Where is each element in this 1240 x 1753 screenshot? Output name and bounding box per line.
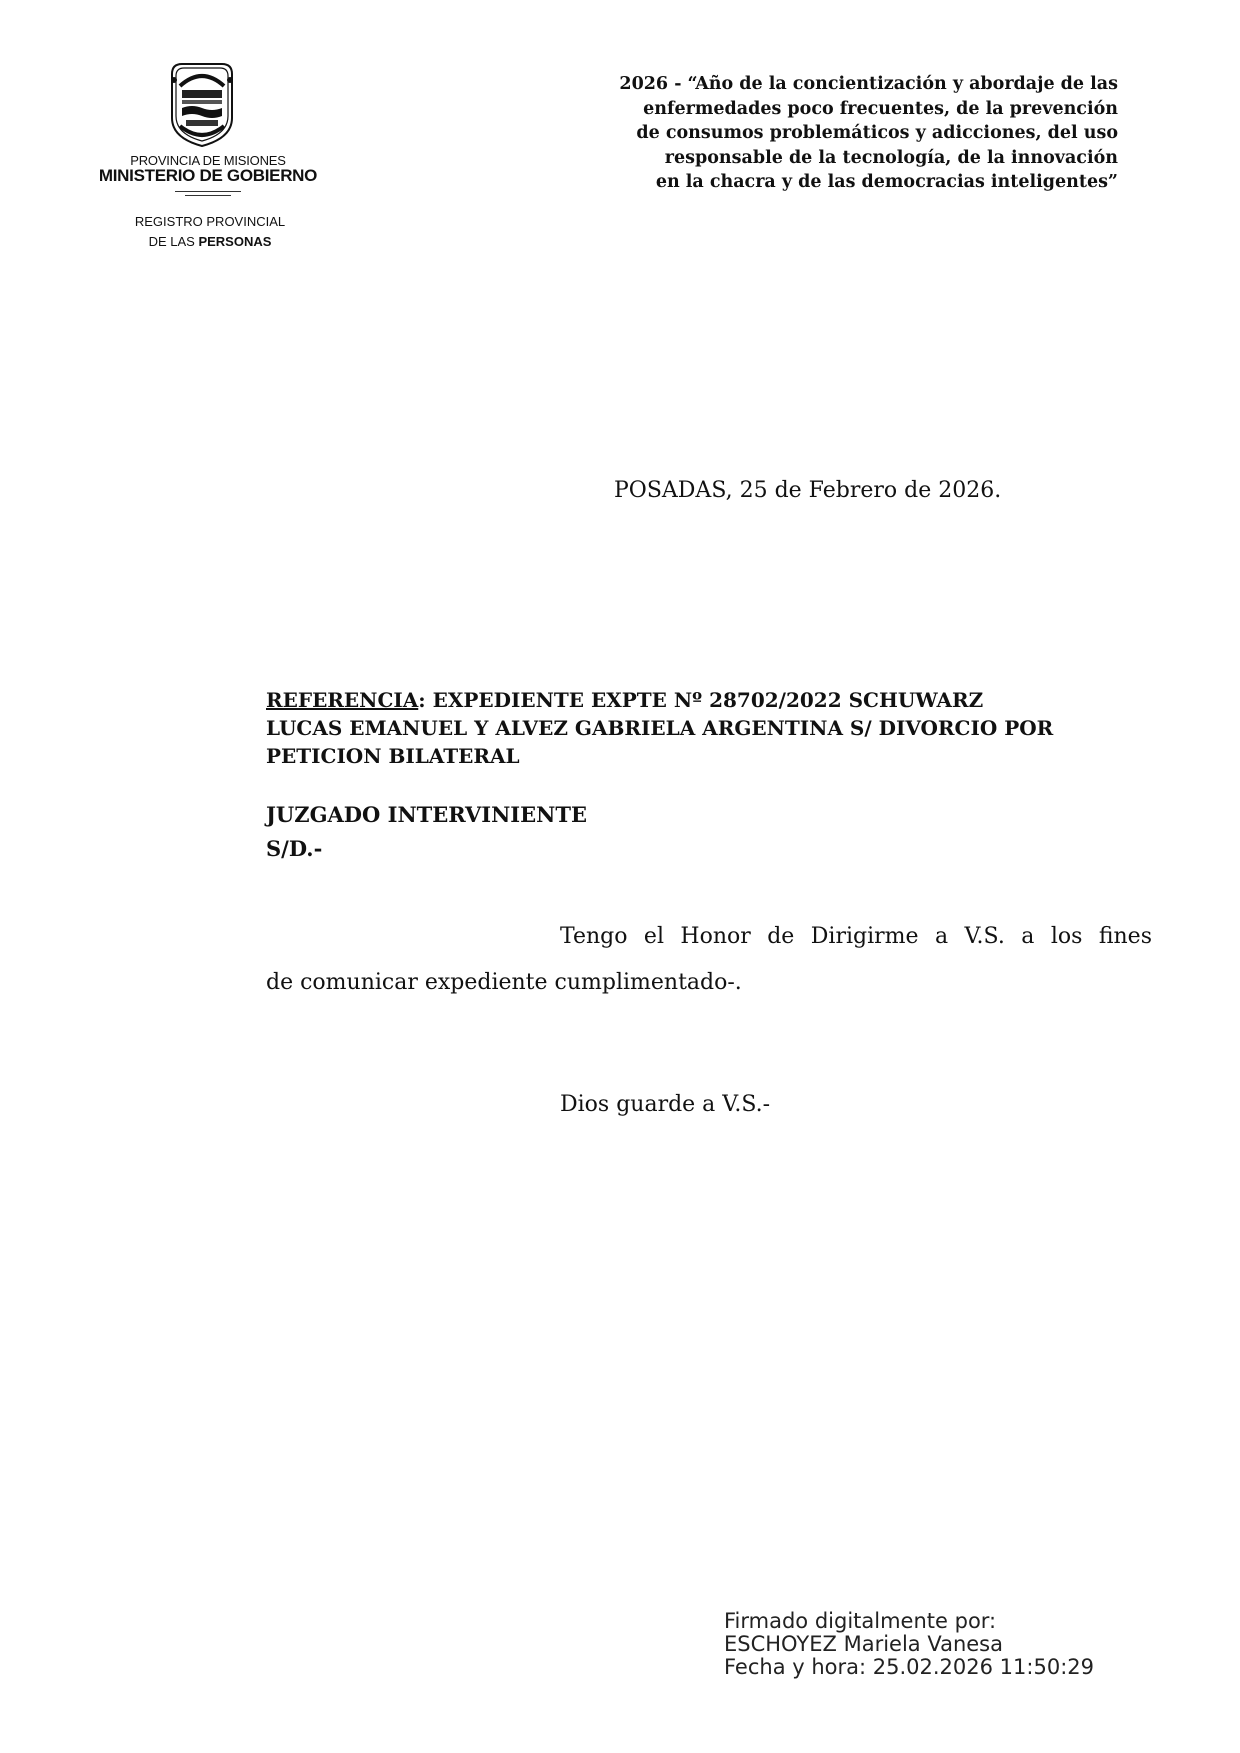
signature-timestamp: Fecha y hora: 25.02.2026 11:50:29 bbox=[724, 1655, 1094, 1679]
provincial-seal-logo bbox=[166, 60, 238, 148]
reference-case-number: : EXPEDIENTE EXPTE Nº 28702/2022 SCHUWARZ bbox=[418, 688, 984, 712]
year-slogan bbox=[498, 72, 1118, 195]
registry-name-line1: REGISTRO PROVINCIAL bbox=[134, 214, 286, 229]
slogan-line: de consumos problemáticos y adicciones, del uso bbox=[636, 123, 1118, 143]
addressee-court: JUZGADO INTERVINIENTE bbox=[266, 802, 587, 827]
reference-block bbox=[266, 686, 1166, 770]
closing-line: Dios guarde a V.S.- bbox=[560, 1092, 771, 1117]
signer-name: ESCHOYEZ Mariela Vanesa bbox=[724, 1632, 1003, 1656]
registry-bold-word: PERSONAS bbox=[198, 234, 272, 249]
registry-name-line2 bbox=[110, 234, 310, 249]
reference-line-1 bbox=[266, 686, 1166, 714]
ministry-name: MINISTERIO DE GOBIERNO bbox=[98, 166, 318, 185]
addressee-block bbox=[266, 798, 587, 866]
slogan-line: responsable de la tecnología, de la innovación bbox=[664, 147, 1118, 168]
body-text-line-1: Tengo el Honor de Dirigirme a V.S. a los fines bbox=[560, 924, 1152, 949]
signature-label: Firmado digitalmente por: bbox=[724, 1609, 997, 1633]
reference-line-3: PETICION BILATERAL bbox=[266, 744, 520, 768]
addressee-sd: S/D.- bbox=[266, 836, 323, 861]
slogan-line: en la chacra y de las democracias inteligentes” bbox=[655, 172, 1118, 192]
reference-label: REFERENCIA bbox=[266, 688, 419, 712]
slogan-line: enfermedades poco frecuentes, de la prevención bbox=[643, 98, 1118, 119]
body-text-line-2: de comunicar expediente cumplimentado-. bbox=[266, 970, 742, 995]
slogan-line: 2026 - “Año de la concientización y abordaje de las bbox=[619, 74, 1118, 94]
digital-signature bbox=[724, 1610, 1094, 1679]
registry-prefix: DE LAS bbox=[148, 234, 199, 249]
date-line: POSADAS, 25 de Febrero de 2026. bbox=[614, 478, 1002, 503]
divider bbox=[185, 195, 231, 196]
reference-line-2: LUCAS EMANUEL Y ALVEZ GABRIELA ARGENTINA S/ DIVORCIO POR bbox=[266, 716, 1054, 740]
divider bbox=[175, 191, 241, 192]
province-name: PROVINCIA DE MISIONES bbox=[130, 153, 286, 168]
